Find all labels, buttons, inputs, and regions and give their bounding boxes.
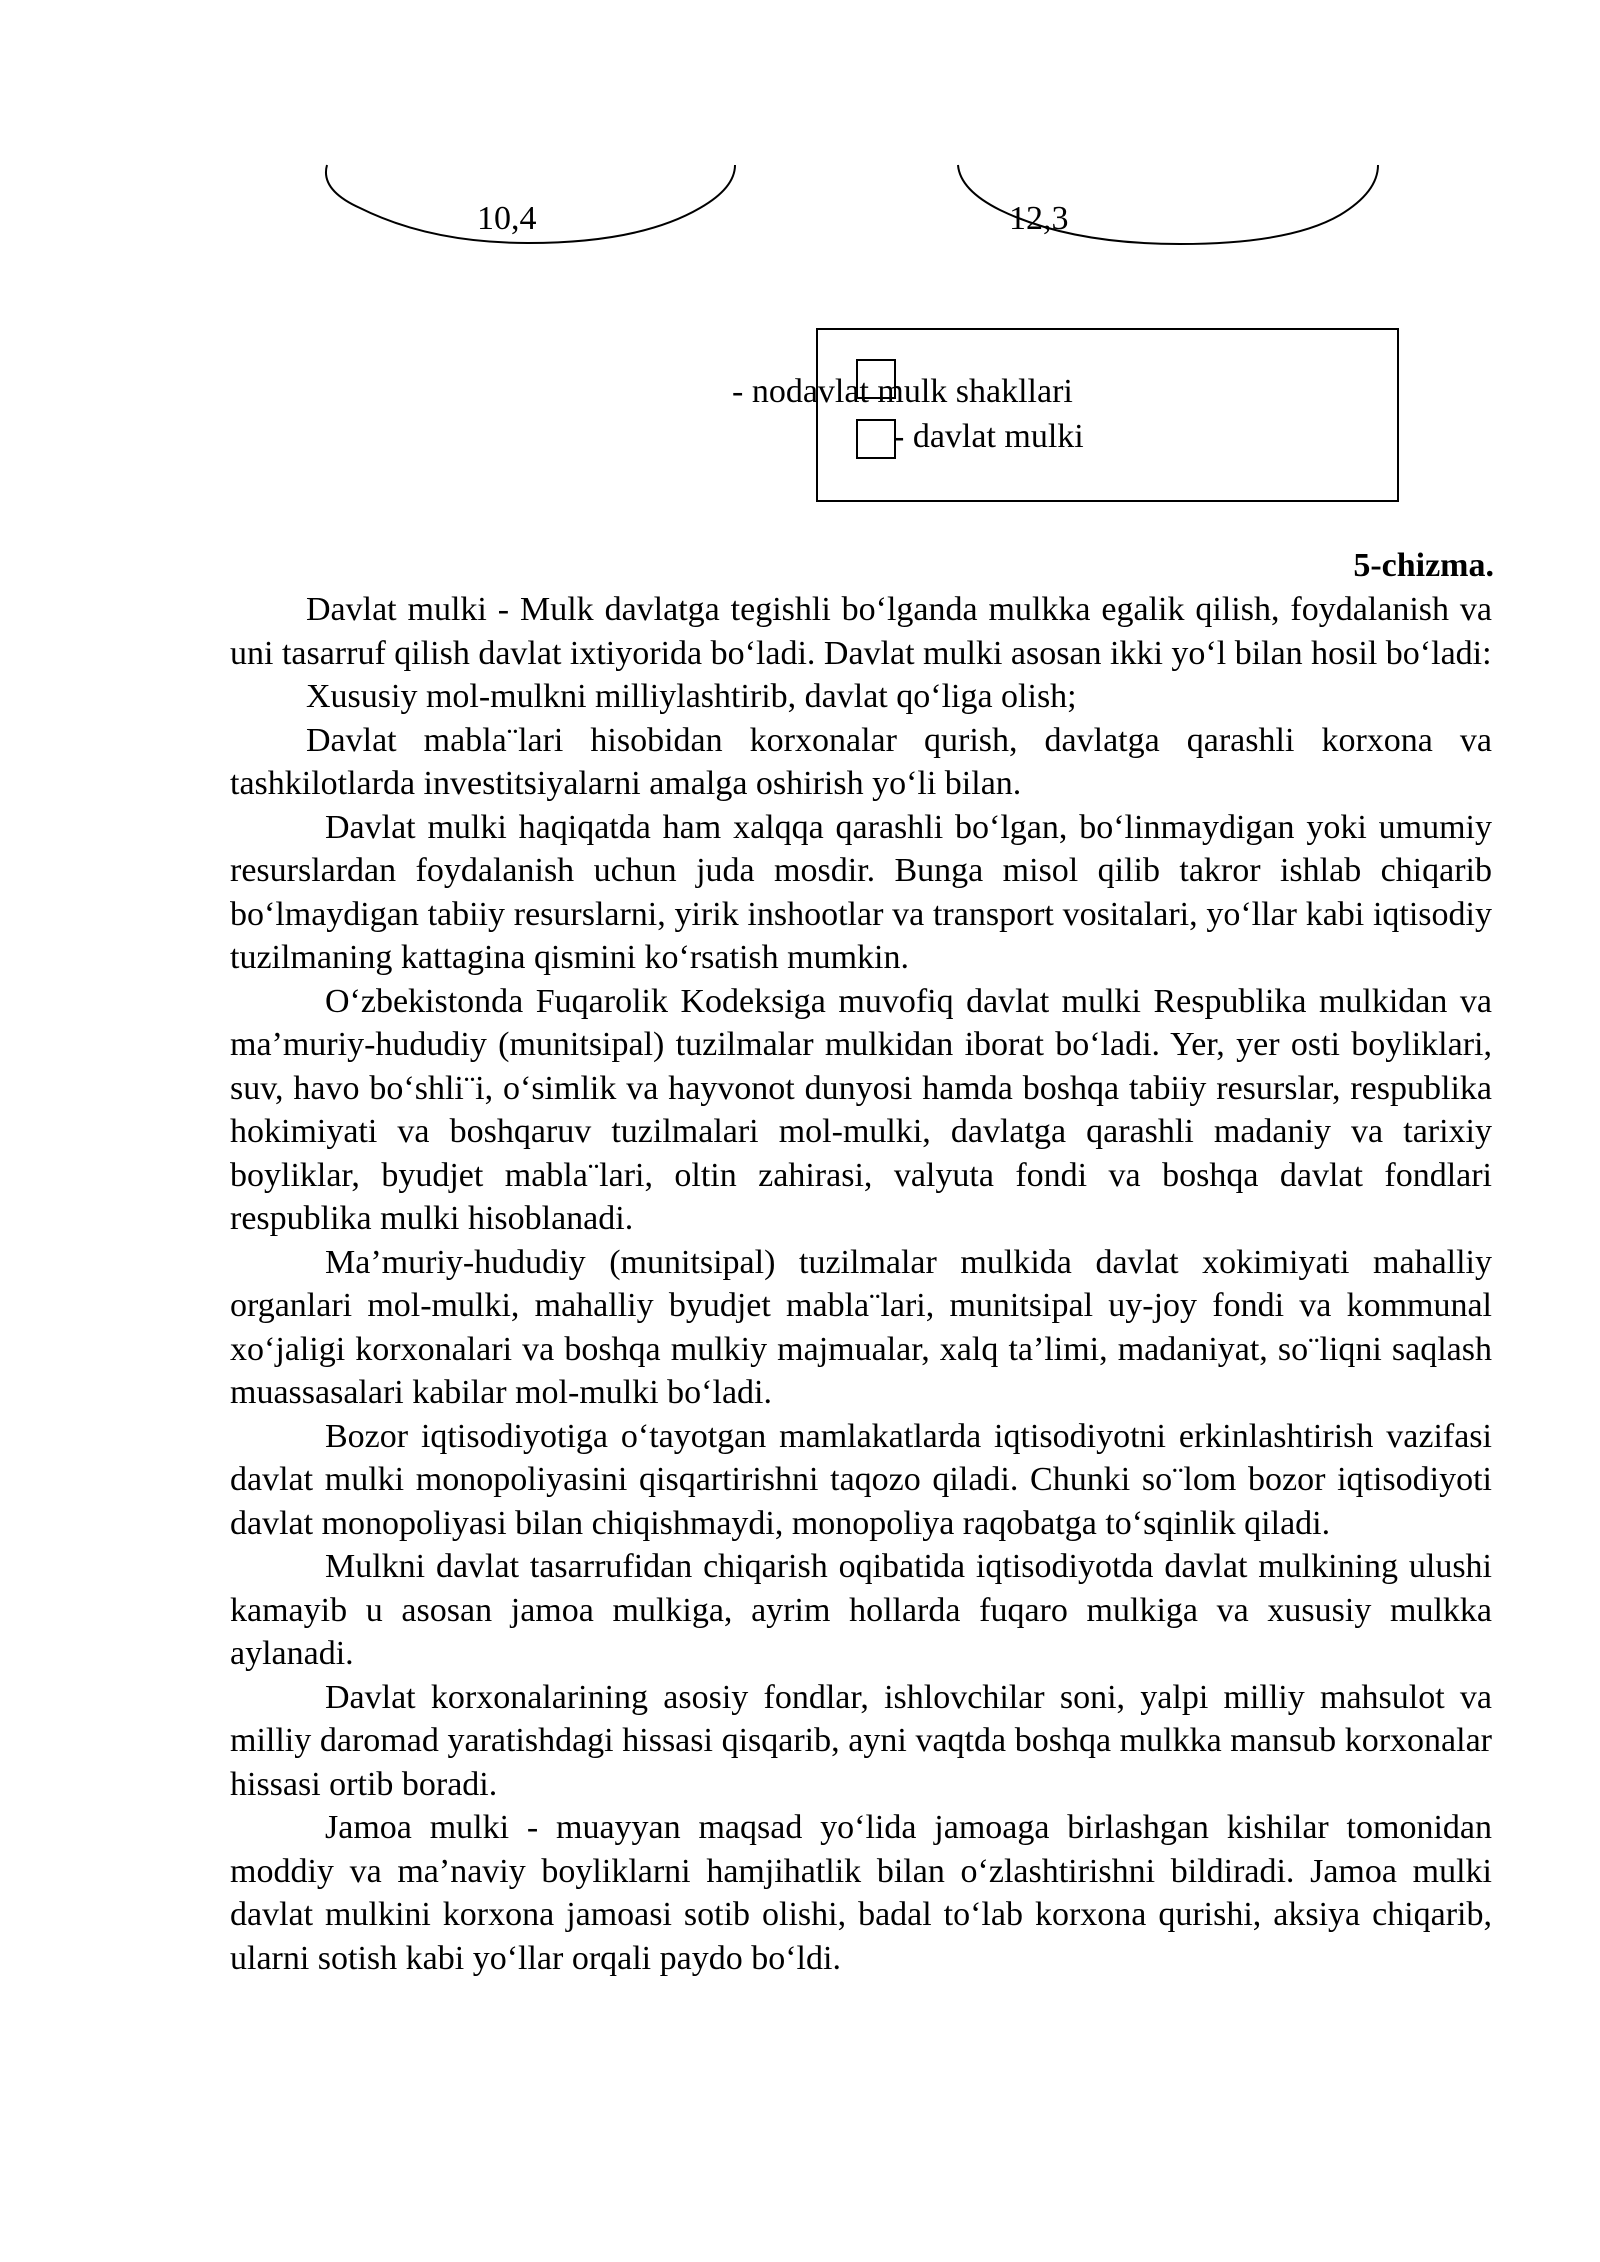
left-arc-value: 10,4 (477, 200, 537, 237)
paragraph: Jamoa mulki - muayyan maqsad yo‘lida jamoaga birlashgan kishilar tomonidan moddiy va ma’naviy boyliklarni hamjihatlik bilan o‘zlashtirishni bildiradi. Jamoa mulki davlat mulkini korxona jamoasi sotib olishi, badal to‘lab korxona qurishi, aksiya chiqarib, ularni sotish kabi yo‘llar orqali paydo bo‘ldi. (230, 1809, 1492, 1977)
legend-box (816, 328, 1399, 502)
figure-caption: 5-chizma. (1353, 547, 1494, 584)
empty-square-icon (856, 419, 896, 459)
legend-label-nodavlat: - nodavlat mulk shakllari (732, 373, 1073, 410)
right-arc-value: 12,3 (1009, 200, 1069, 237)
document-body (230, 588, 1492, 1980)
diagram-arcs (0, 0, 1600, 300)
paragraph: Mulkni davlat tasarrufidan chiqarish oqibatida iqtisodiyotda davlat mulkining ulushi kamayib u asosan jamoa mulkiga, ayrim hollarda fuqaro mulkiga va xususiy mulkka aylanadi. (230, 1548, 1492, 1672)
paragraph: Xususiy mol-mulkni milliylashtirib, davlat qo‘liga olish; (306, 678, 1077, 715)
paragraph: O‘zbekistonda Fuqarolik Kodeksiga muvofiq davlat mulki Respublika mulkidan va ma’muriy-hududiy (munitsipal) tuzilmalar mulkidan iborat bo‘ladi. Yer, yer osti boyliklari, suv, havo bo‘shli¨i, o‘simlik va hayvonot dunyosi hamda boshqa tabiiy resurslar, respublika hokimiyati va boshqaruv tuzilmalari mol-mulki, davlatga qarashli madaniy va tarixiy boyliklar, byudjet mabla¨lari, oltin zahirasi, valyuta fondi va boshqa davlat fondlari respublika mulki hisoblanadi. (230, 982, 1492, 1237)
paragraph: Davlat mulki haqiqatda ham xalqqa qarashli bo‘lgan, bo‘linmaydigan yoki umumiy resurslardan foydalanish uchun juda mosdir. Bunga misol qilib takror ishlab chiqarib bo‘lmaydigan tabiiy resurslarni, yirik inshootlar va transport vositalari, yo‘llar kabi iqtisodiy tuzilmaning kattagina qismini ko‘rsatish mumkin. (230, 808, 1492, 976)
paragraph: Bozor iqtisodiyotiga o‘tayotgan mamlakatlarda iqtisodiyotni erkinlashtirish vazifasi davlat mulki monopoliyasini qisqartirishni taqozo qiladi. Chunki so¨lom bozor iqtisodiyoti davlat monopoliyasi bilan chiqishmaydi, monopoliya raqobatga to‘sqinlik qiladi. (230, 1417, 1492, 1542)
paragraph: Davlat mulki - Mulk davlatga tegishli bo‘lganda mulkka egalik qilish, foydalanish va uni tasarruf qilish davlat ixtiyorida bo‘ladi. Davlat mulki asosan ikki yo‘l bilan hosil bo‘ladi: (230, 591, 1492, 672)
legend-label-davlat: - davlat mulki (893, 418, 1084, 455)
paragraph: Davlat korxonalarining asosiy fondlar, ishlovchilar soni, yalpi milliy mahsulot va milliy daromad yaratishdagi hissasi qisqarib, ayni vaqtda boshqa mulkka mansub korxonalar hissasi ortib boradi. (230, 1678, 1492, 1803)
paragraph: Ma’muriy-hududiy (munitsipal) tuzilmalar mulkida davlat xokimiyati mahalliy organlari mol-mulki, mahalliy byudjet mabla¨lari, munitsipal uy-joy fondi va kommunal xo‘jaligi korxonalari va boshqa mulkiy majmualar, xalq ta’limi, madaniyat, so¨liqni saqlash muassasalari kabilar mol-mulki bo‘ladi. (230, 1243, 1492, 1411)
paragraph: Davlat mabla¨lari hisobidan korxonalar qurish, davlatga qarashli korxona va tashkilotlarda investitsiyalarni amalga oshirish yo‘li bilan. (230, 721, 1492, 802)
